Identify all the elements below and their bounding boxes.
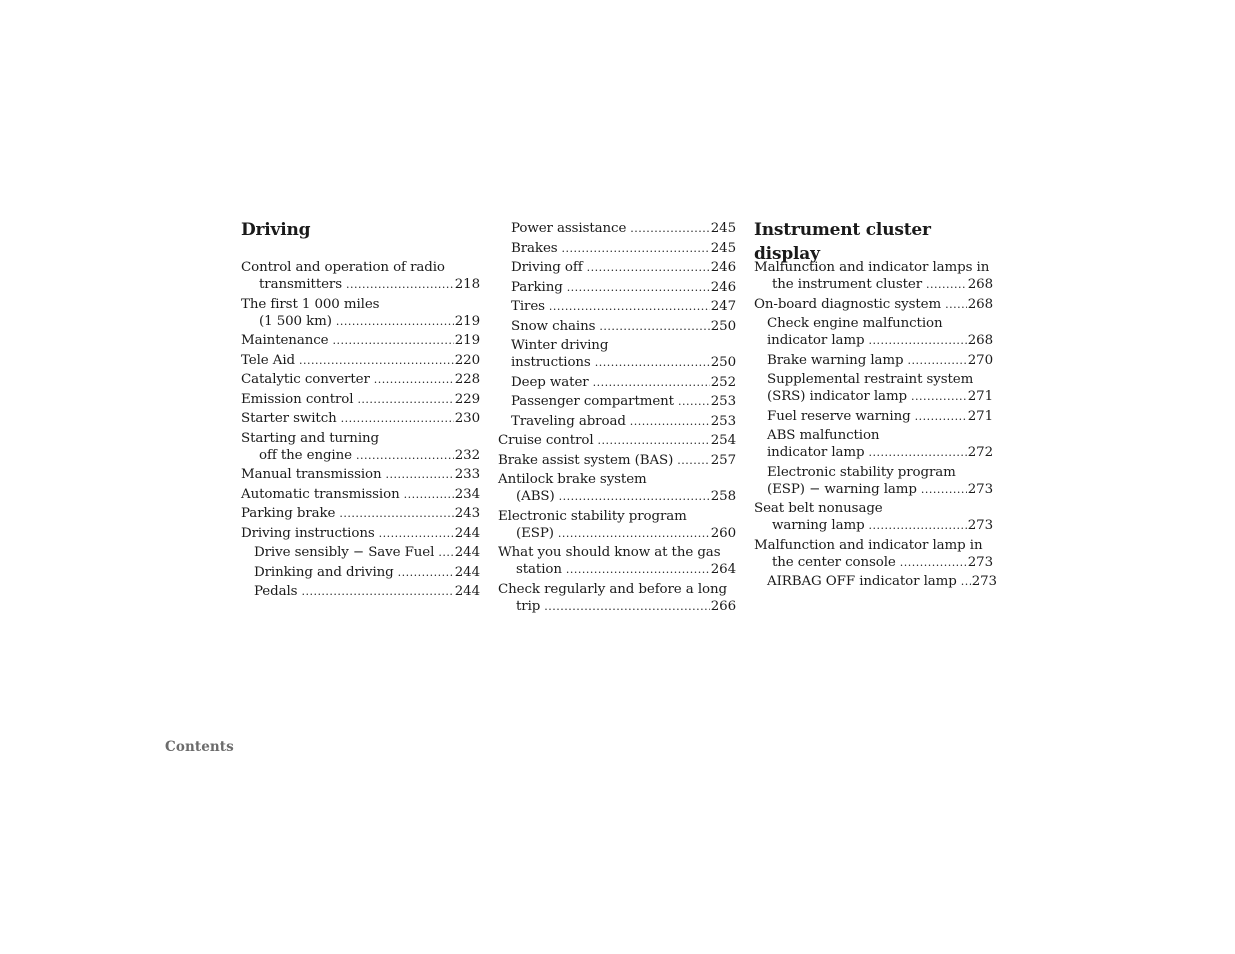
toc-entry[interactable]	[241, 259, 480, 293]
dot-leader	[566, 561, 710, 578]
toc-entry-title: instructions	[511, 355, 591, 370]
toc-entry-title: Check engine malfunction	[767, 316, 943, 331]
toc-entry[interactable]	[754, 259, 993, 293]
toc-page-number: 229	[454, 391, 480, 407]
dot-leader	[868, 332, 966, 349]
dot-leader	[559, 488, 710, 505]
dot-leader	[544, 598, 709, 615]
dot-leader	[346, 276, 454, 293]
toc-entry-title: On-board diagnostic system	[754, 296, 942, 312]
dot-leader	[630, 413, 710, 430]
toc-entry[interactable]	[498, 279, 736, 296]
toc-entry-title: Fuel reserve warning	[767, 408, 911, 424]
toc-page-number: 250	[710, 355, 736, 370]
toc-entry-title: indicator lamp	[767, 445, 865, 460]
toc-page-number: 272	[967, 445, 993, 460]
index-column-driving	[241, 218, 480, 603]
toc-entry[interactable]	[754, 315, 993, 349]
toc-entry-title: Traveling abroad	[511, 413, 626, 429]
toc-entry-title: trip	[516, 598, 541, 614]
toc-entry-title: Malfunction and indicator lamps in	[754, 260, 990, 275]
dot-leader	[907, 352, 966, 369]
toc-entry-title: Check regularly and before a long	[498, 581, 727, 597]
dot-leader	[336, 313, 454, 330]
toc-page-number: 218	[454, 277, 480, 292]
dot-leader	[438, 544, 453, 561]
toc-page-number: 271	[967, 389, 993, 404]
dot-leader	[299, 352, 454, 369]
dot-leader	[379, 525, 454, 542]
toc-entry-title: Driving instructions	[241, 525, 375, 541]
toc-entry-title: Pedals	[254, 584, 298, 599]
dot-leader	[961, 573, 971, 590]
toc-entry-title: Malfunction and indicator lamp in	[754, 537, 983, 553]
section-heading-instrument-cluster: Instrument cluster display	[754, 220, 931, 264]
toc-entry[interactable]	[241, 332, 480, 349]
toc-entry[interactable]	[754, 408, 993, 425]
toc-page-number: 219	[454, 333, 480, 348]
toc-entry[interactable]	[241, 352, 480, 369]
toc-page-number: 245	[710, 240, 736, 256]
toc-page-number: 268	[967, 333, 993, 348]
toc-entry-title: Tires	[511, 299, 545, 314]
dot-leader	[357, 391, 453, 408]
dot-leader	[677, 452, 709, 469]
toc-entry-title: Electronic stability program	[767, 464, 956, 480]
toc-page-number: 253	[710, 413, 736, 429]
toc-entry-title: Deep water	[511, 374, 589, 390]
dot-leader	[869, 517, 967, 534]
toc-entry-title: Maintenance	[241, 333, 329, 348]
toc-page-number: 257	[710, 452, 736, 468]
toc-entry[interactable]	[498, 220, 736, 237]
dot-leader	[915, 408, 967, 425]
entry-list	[241, 259, 480, 600]
entry-list	[498, 220, 736, 615]
dot-leader	[558, 525, 710, 542]
toc-entry[interactable]	[754, 537, 993, 571]
toc-entry[interactable]	[754, 464, 993, 498]
dot-leader	[374, 371, 454, 388]
toc-entry-title: Brake warning lamp	[767, 352, 904, 368]
dot-leader	[595, 354, 710, 371]
toc-entry[interactable]	[498, 298, 736, 315]
toc-entry-title: Passenger compartment	[511, 394, 674, 409]
toc-entry[interactable]	[498, 471, 736, 505]
toc-entry[interactable]	[754, 500, 993, 534]
toc-entry[interactable]	[241, 371, 480, 388]
toc-page-number: 233	[454, 467, 480, 482]
index-column-driving-continued	[498, 220, 736, 617]
toc-entry-title: Driving off	[511, 260, 583, 275]
dot-leader	[868, 444, 966, 461]
dot-leader	[921, 481, 967, 498]
toc-page-number: 253	[710, 394, 736, 409]
toc-entry-title: Automatic transmission	[241, 486, 400, 502]
toc-entry[interactable]	[241, 486, 480, 503]
toc-entry-title: Catalytic converter	[241, 372, 370, 387]
toc-page-number: 268	[967, 296, 993, 312]
toc-entry[interactable]	[498, 374, 736, 391]
toc-entry[interactable]	[754, 427, 993, 461]
toc-page-number: 268	[967, 277, 993, 292]
toc-page-number: 252	[710, 374, 736, 390]
toc-entry[interactable]	[754, 296, 993, 313]
toc-page-number: 266	[710, 598, 736, 614]
toc-entry[interactable]	[498, 259, 736, 276]
toc-entry-title: ABS malfunction	[767, 428, 880, 443]
toc-page-number: 228	[454, 372, 480, 387]
toc-entry-title: Snow chains	[511, 318, 596, 334]
toc-entry-title: transmitters	[259, 277, 343, 292]
toc-page-number: 271	[967, 408, 993, 424]
toc-entry-title: AIRBAG OFF indicator lamp	[767, 574, 957, 589]
toc-page-number: 232	[454, 447, 480, 463]
toc-page-number: 244	[454, 545, 480, 560]
toc-page-number: 254	[710, 433, 736, 448]
toc-entry-title: Drinking and driving	[254, 564, 394, 580]
dot-leader	[562, 240, 710, 257]
dot-leader	[678, 393, 710, 410]
toc-page-number: 246	[710, 260, 736, 275]
dot-leader	[301, 583, 453, 600]
toc-entry-title: (ESP) − warning lamp	[767, 481, 917, 497]
dot-leader	[398, 564, 454, 581]
toc-page-number: 273	[971, 574, 997, 589]
toc-entry[interactable]	[498, 544, 736, 578]
toc-entry-title: Starter switch	[241, 411, 337, 426]
toc-entry-title: Power assistance	[511, 221, 627, 236]
toc-page-number: 244	[454, 584, 480, 599]
toc-entry-title: indicator lamp	[767, 333, 865, 348]
toc-entry[interactable]	[498, 508, 736, 542]
toc-page-number: 258	[710, 489, 736, 504]
toc-entry[interactable]	[241, 430, 480, 464]
dot-leader	[386, 466, 454, 483]
toc-entry-title: (SRS) indicator lamp	[767, 389, 908, 404]
dot-leader	[911, 388, 967, 405]
dot-leader	[404, 486, 454, 503]
toc-entry-title: Drive sensibly − Save Fuel	[254, 545, 435, 560]
toc-entry-title: Parking brake	[241, 506, 336, 521]
toc-page-number: 245	[710, 221, 736, 236]
toc-entry-title: Control and operation of radio	[241, 260, 445, 275]
toc-entry-title: Antilock brake system	[498, 472, 647, 487]
toc-page-number: 246	[710, 279, 736, 295]
toc-entry-title: Brakes	[511, 240, 558, 256]
toc-entry[interactable]	[498, 452, 736, 469]
toc-entry[interactable]	[241, 391, 480, 408]
toc-entry-title: Winter driving	[511, 338, 609, 353]
toc-page-number: 273	[967, 481, 993, 497]
dot-leader	[339, 505, 453, 522]
toc-entry[interactable]	[498, 581, 736, 615]
dot-leader	[587, 259, 710, 276]
toc-page-number: 244	[454, 564, 480, 580]
toc-entry[interactable]	[498, 318, 736, 335]
toc-entry-title: warning lamp	[772, 518, 865, 533]
toc-entry[interactable]	[498, 337, 736, 371]
toc-entry[interactable]	[498, 240, 736, 257]
toc-page-number: 270	[967, 352, 993, 368]
toc-page-number: 243	[454, 506, 480, 521]
toc-page-number: 219	[454, 313, 480, 329]
toc-entry-title: station	[516, 562, 562, 577]
toc-entry-title: Tele Aid	[241, 352, 296, 368]
toc-entry-title: Parking	[511, 279, 563, 295]
dot-leader	[945, 296, 967, 313]
index-column-instrument-cluster	[754, 218, 997, 593]
toc-entry-title: (ABS)	[516, 489, 555, 504]
dot-leader	[341, 410, 454, 427]
toc-entry-title: Brake assist system (BAS)	[498, 452, 674, 468]
toc-entry-title: the instrument cluster	[772, 277, 923, 292]
toc-entry[interactable]	[241, 505, 480, 522]
toc-page-number: 244	[454, 525, 480, 541]
toc-entry-title: Supplemental restraint system	[767, 372, 974, 387]
toc-entry-title: Emission control	[241, 391, 354, 407]
toc-page-number: 273	[967, 518, 993, 533]
toc-page-number: 250	[710, 318, 736, 334]
toc-page-number: 273	[967, 554, 993, 570]
toc-entry[interactable]	[241, 296, 480, 330]
dot-leader	[356, 447, 454, 464]
toc-page-number: 264	[710, 562, 736, 577]
toc-entry[interactable]	[754, 371, 993, 405]
toc-entry-title: Cruise control	[498, 433, 594, 448]
toc-page-number: 220	[454, 352, 480, 368]
toc-entry-title: (1 500 km)	[259, 313, 332, 329]
toc-entry[interactable]	[754, 573, 997, 590]
toc-entry-title: Seat belt nonusage	[754, 501, 883, 516]
toc-page-number: 260	[710, 525, 736, 541]
toc-entry[interactable]	[498, 413, 736, 430]
dot-leader	[549, 298, 710, 315]
dot-leader	[900, 554, 967, 571]
toc-page-number: 234	[454, 486, 480, 502]
dot-leader	[926, 276, 967, 293]
dot-leader	[332, 332, 453, 349]
dot-leader	[593, 374, 710, 391]
toc-entry[interactable]	[754, 352, 993, 369]
toc-entry-title: Electronic stability program	[498, 508, 687, 524]
toc-entry-title: off the engine	[259, 447, 352, 463]
dot-leader	[630, 220, 709, 237]
dot-leader	[598, 432, 710, 449]
page-footer-label: Contents	[165, 739, 234, 755]
toc-entry[interactable]	[498, 432, 736, 449]
toc-entry-title: The first 1 000 miles	[241, 296, 380, 312]
toc-entry[interactable]	[498, 393, 736, 410]
toc-entry-title: Manual transmission	[241, 467, 382, 482]
entry-list	[754, 259, 997, 590]
toc-entry[interactable]	[241, 525, 480, 542]
toc-entry[interactable]	[241, 544, 480, 561]
toc-entry-title: What you should know at the gas	[498, 545, 721, 560]
toc-page-number: 247	[710, 299, 736, 314]
section-heading-driving: Driving	[241, 220, 311, 240]
toc-entry[interactable]	[241, 466, 480, 483]
toc-entry[interactable]	[241, 583, 480, 600]
toc-entry-title: Starting and turning	[241, 430, 380, 446]
toc-entry-title: (ESP)	[516, 525, 554, 541]
dot-leader	[567, 279, 710, 296]
toc-entry-title: the center console	[772, 554, 896, 570]
toc-page-number: 230	[454, 411, 480, 426]
toc-entry[interactable]	[241, 410, 480, 427]
dot-leader	[599, 318, 709, 335]
toc-entry[interactable]	[241, 564, 480, 581]
